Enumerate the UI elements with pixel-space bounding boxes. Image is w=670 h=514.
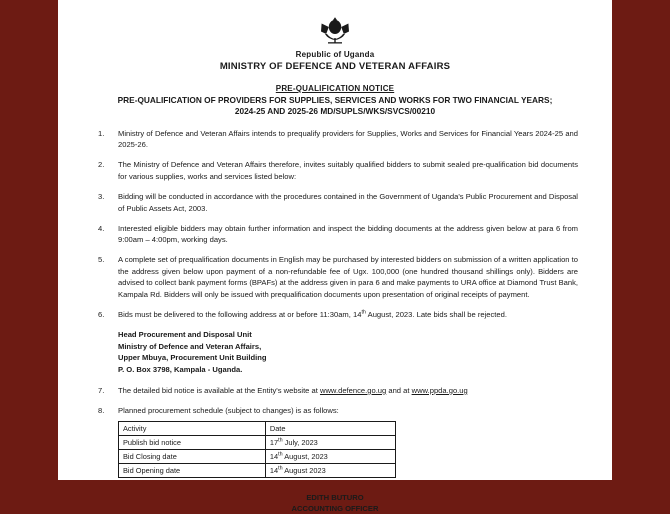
cell-activity: Bid Closing date	[119, 450, 266, 464]
item-number: 3.	[98, 192, 105, 201]
uganda-coat-of-arms-icon	[318, 14, 352, 44]
list-item	[92, 191, 578, 214]
address-line: Head Procurement and Disposal Unit	[118, 329, 252, 339]
item-text-before: The detailed bid notice is available at the Entity's website at	[118, 385, 320, 395]
item-number: 4.	[98, 223, 105, 233]
notice-items	[92, 128, 578, 320]
item-number: 7.	[98, 385, 105, 395]
list-item	[92, 128, 578, 151]
ordinal-suffix: th	[361, 309, 366, 316]
item-number: 5.	[98, 255, 105, 265]
signature-block	[92, 492, 578, 514]
address-line: P. O. Box 3798, Kampala - Uganda.	[118, 365, 243, 375]
item-text-after: August, 2023. Late bids shall be rejected.	[365, 309, 507, 319]
ordinal-suffix: th	[278, 451, 283, 458]
date-rest: August 2023	[282, 465, 326, 475]
table-row	[119, 464, 396, 478]
item-text: The Ministry of Defence and Veteran Affairs therefore, invites suitably qualified bidders to submit sealed pre-qualification bid documents for various supplies, works and services listed below:	[118, 160, 578, 181]
date-rest: August, 2023	[282, 451, 328, 461]
date-day: 14	[269, 465, 279, 475]
column-header-date: Date	[265, 422, 395, 436]
item-text: Planned procurement schedule (subject to changes) is as follows:	[118, 405, 339, 415]
cell-date	[265, 436, 395, 450]
item-number: 2.	[98, 160, 105, 170]
table-row	[119, 436, 396, 450]
address-line: Upper Mbuya, Procurement Unit Building	[118, 353, 267, 363]
list-item	[92, 223, 578, 246]
item-text-mid: and at	[386, 385, 412, 395]
signatory-position: ACCOUNTING OFFICER	[291, 504, 379, 514]
notice-document	[58, 0, 612, 514]
defence-website-link[interactable]: www.defence.go.ug	[319, 385, 387, 395]
address-line: Ministry of Defence and Veteran Affairs,	[118, 341, 262, 351]
list-item-delivery	[92, 309, 578, 321]
list-item-website	[92, 385, 578, 397]
date-rest: July, 2023	[282, 437, 318, 447]
list-item	[92, 254, 578, 300]
cell-date	[265, 464, 395, 478]
table-row	[119, 450, 396, 464]
list-item	[92, 159, 578, 182]
page-subtitle: PRE-QUALIFICATION OF PROVIDERS FOR SUPPLIES, SERVICES AND WORKS FOR TWO FINANCIAL YEARS; 2024-25 AND 2025-26 MD/SUPLS/WKS/SVCS/00210	[117, 95, 553, 116]
cell-date	[265, 450, 395, 464]
republic-label: Republic of Uganda	[295, 50, 375, 59]
procurement-schedule-table	[118, 421, 396, 478]
ppda-website-link[interactable]: www.ppda.go.ug	[411, 385, 468, 395]
signatory-name: EDITH BUTURO	[306, 493, 364, 503]
item-text: Ministry of Defence and Veteran Affairs intends to prequalify providers for Supplies, Works and Services for Financial Years 2024-25 and 2025-26.	[118, 128, 578, 150]
column-header-activity: Activity	[119, 422, 266, 436]
table-header-row	[119, 422, 396, 436]
ordinal-suffix: th	[278, 437, 283, 444]
item-text: Interested eligible bidders may obtain further information and inspect the bidding documents at the address given below at para 6 from 9:00am – 4:00pm, working days.	[118, 223, 578, 245]
item-text-before: Bids must be delivered to the following address at or before 11:30am, 14	[118, 309, 362, 319]
list-item-schedule	[92, 405, 578, 417]
item-number: 8.	[98, 405, 105, 415]
item-text: Bidding will be conducted in accordance with the procedures contained in the Government of Uganda's Public Procurement and Disposal of Public Assets Act, 2003.	[118, 192, 578, 213]
ordinal-suffix: th	[278, 465, 283, 472]
notice-items-continued	[92, 385, 578, 417]
cell-activity: Bid Opening date	[119, 464, 266, 478]
ministry-label: MINISTRY OF DEFENCE AND VETERAN AFFAIRS	[219, 61, 451, 72]
item-number: 1.	[98, 128, 105, 138]
item-text: A complete set of prequalification documents in English may be purchased by interested bidders on submission of a written application to the address given below upon payment of a non-refundable fee of Ugx. 100,000 (one hundred thousand shillings only). Bidders are advised to collect bank payment forms (BPAFs) at the address given in para 6 and make payments to URA office at Diamond Trust Bank, Kampala Rd. Bidders will only be issued with prequalification documents upon presentation of original receipts of payment.	[118, 255, 578, 299]
page-title: PRE-QUALIFICATION NOTICE	[275, 84, 395, 93]
cell-activity: Publish bid notice	[119, 436, 266, 450]
date-day: 17	[269, 437, 279, 447]
date-day: 14	[269, 451, 279, 461]
item-number: 6.	[98, 309, 105, 319]
crest-container	[92, 14, 578, 49]
title-block	[92, 84, 578, 117]
delivery-address	[92, 329, 578, 376]
